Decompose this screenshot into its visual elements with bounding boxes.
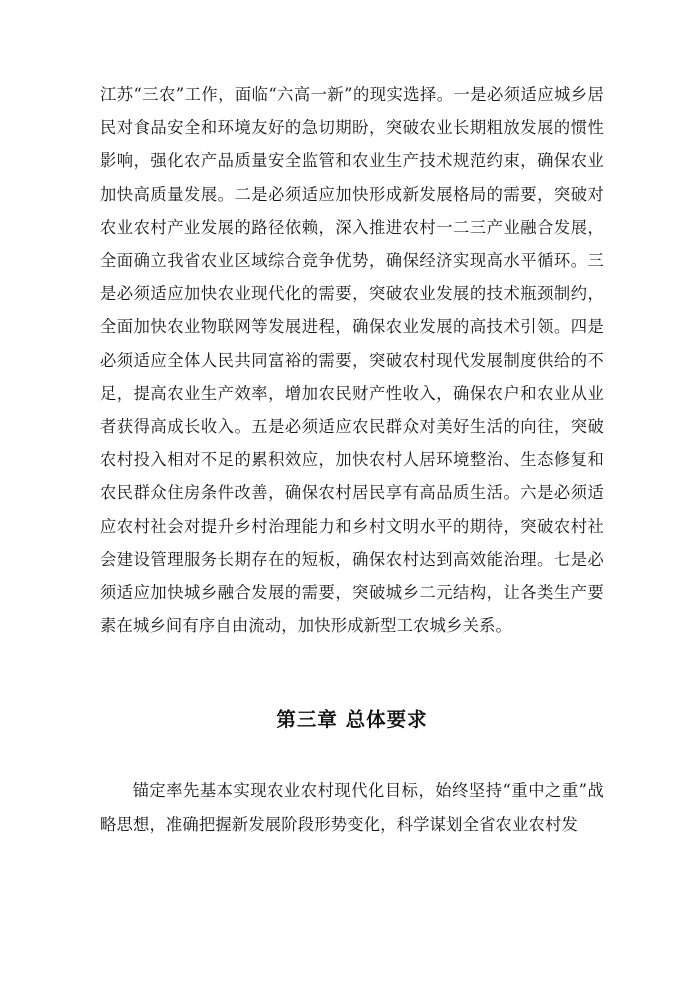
- vertical-spacer: [100, 642, 604, 704]
- vertical-spacer-2: [100, 732, 604, 774]
- paragraph-body-after-heading: 锚定率先基本实现农业农村现代化目标，始终坚持“重中之重”战略思想，准确把握新发展阶段形势变化，科学谋划全省农业农村发: [100, 781, 604, 834]
- chapter-heading: 第三章 总体要求: [276, 708, 428, 732]
- paragraph-body: 江苏“三农”工作，面临“六高一新”的现实选择。一是必须适应城乡居民对食品安全和环境友好的急切期盼，突破农业长期粗放发展的惯性影响，强化农产品质量安全监管和农业生产技术规范约束，确保农业加快高质量发展。二是必须适应加快形成新发展格局的需要，突破对农业农村产业发展的路径依赖，深入推进农村一二三产业融合发展，全面确立我省农业区域综合竞争优势，确保经济实现高水平循环。三是必须适应加快农业现代化的需要，突破农业发展的技术瓶颈制约，全面加快农业物联网等发展进程，确保农业发展的高技术引领。四是必须适应全体人民共同富裕的需要，突破农村现代发展制度供给的不足，提高农业生产效率，增加农民财产性收入，确保农户和农业从业者获得高成长收入。五是必须适应农民群众对美好生活的向往，突破农村投入相对不足的累积效应，加快农村人居环境整治、生态修复和农民群众住房条件改善，确保农村居民享有高品质生活。六是必须适应农村社会对提升乡村治理能力和乡村文明水平的期待，突破农村社会建设管理服务长期存在的短板，确保农村达到高效能治理。七是必须适应加快城乡融合发展的需要，突破城乡二元结构，让各类生产要素在城乡间有序自由流动，加快形成新型工农城乡关系。: [100, 85, 604, 636]
